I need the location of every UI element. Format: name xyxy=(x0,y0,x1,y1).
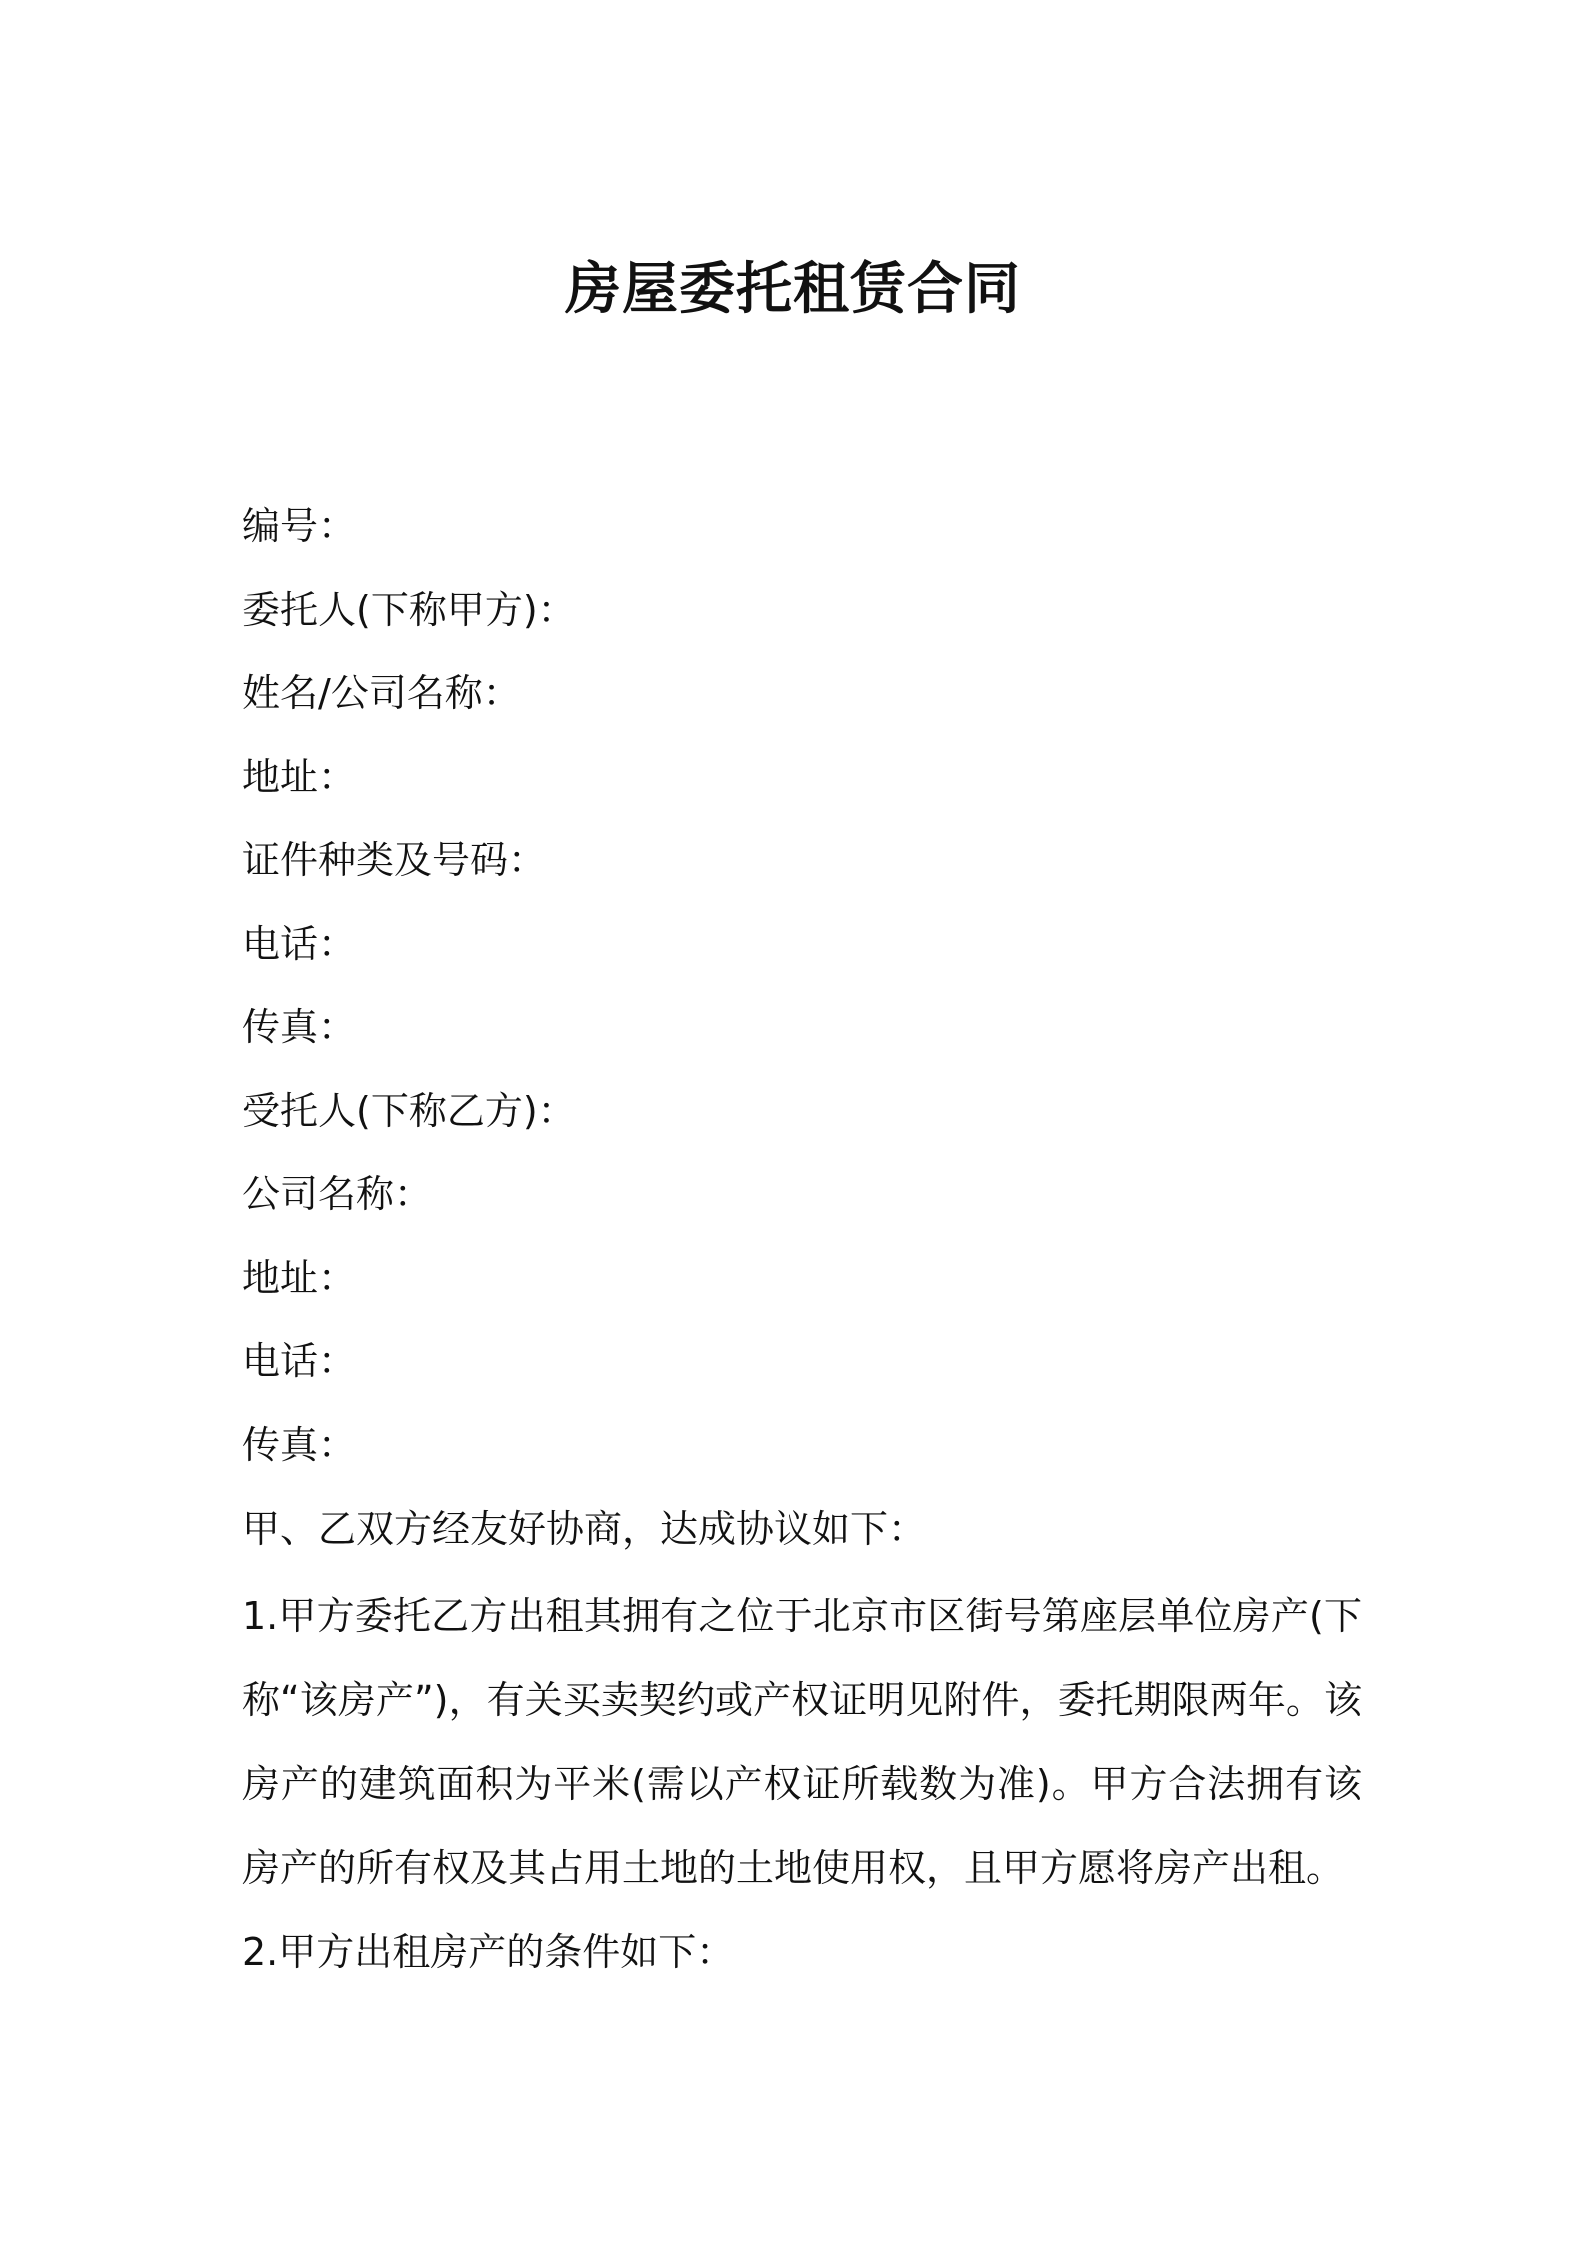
field-principal-address: 地址： xyxy=(242,754,357,799)
field-principal-fax: 传真： xyxy=(242,1005,357,1049)
field-principal-id: 证件种类及号码： xyxy=(242,838,547,882)
field-principal-heading: 委托人(下称甲方)： xyxy=(242,587,576,632)
field-agent-fax: 传真： xyxy=(242,1422,357,1467)
document-title: 房屋委托租赁合同 xyxy=(565,257,1021,322)
field-agent-phone: 电话： xyxy=(242,1339,357,1383)
field-contract-number: 编号： xyxy=(242,504,357,548)
field-agent-company: 公司名称： xyxy=(242,1172,433,1216)
clause-2: 2.甲方出租房产的条件如下： xyxy=(242,1930,735,1974)
clause-1: 1.甲方委托乙方出租其拥有之位于北京市区街号第座层单位房产(下称“该房产”)，有关买卖契约或产权证明见附件，委托期限两年。该房产的建筑面积为平米(需以产权证所载数为准)。甲方合法拥有该房产的所有权及其占用土地的土地使用权，且甲方愿将房产出租。 xyxy=(242,1594,1362,1890)
field-principal-name: 姓名/公司名称： xyxy=(242,671,521,715)
field-agent-heading: 受托人(下称乙方)： xyxy=(242,1088,576,1133)
field-principal-phone: 电话： xyxy=(242,921,357,966)
party-info-list xyxy=(242,495,1362,1497)
field-agent-address: 地址： xyxy=(242,1255,357,1300)
agreement-intro: 甲、乙双方经友好协商，达成协议如下： xyxy=(242,1507,927,1551)
